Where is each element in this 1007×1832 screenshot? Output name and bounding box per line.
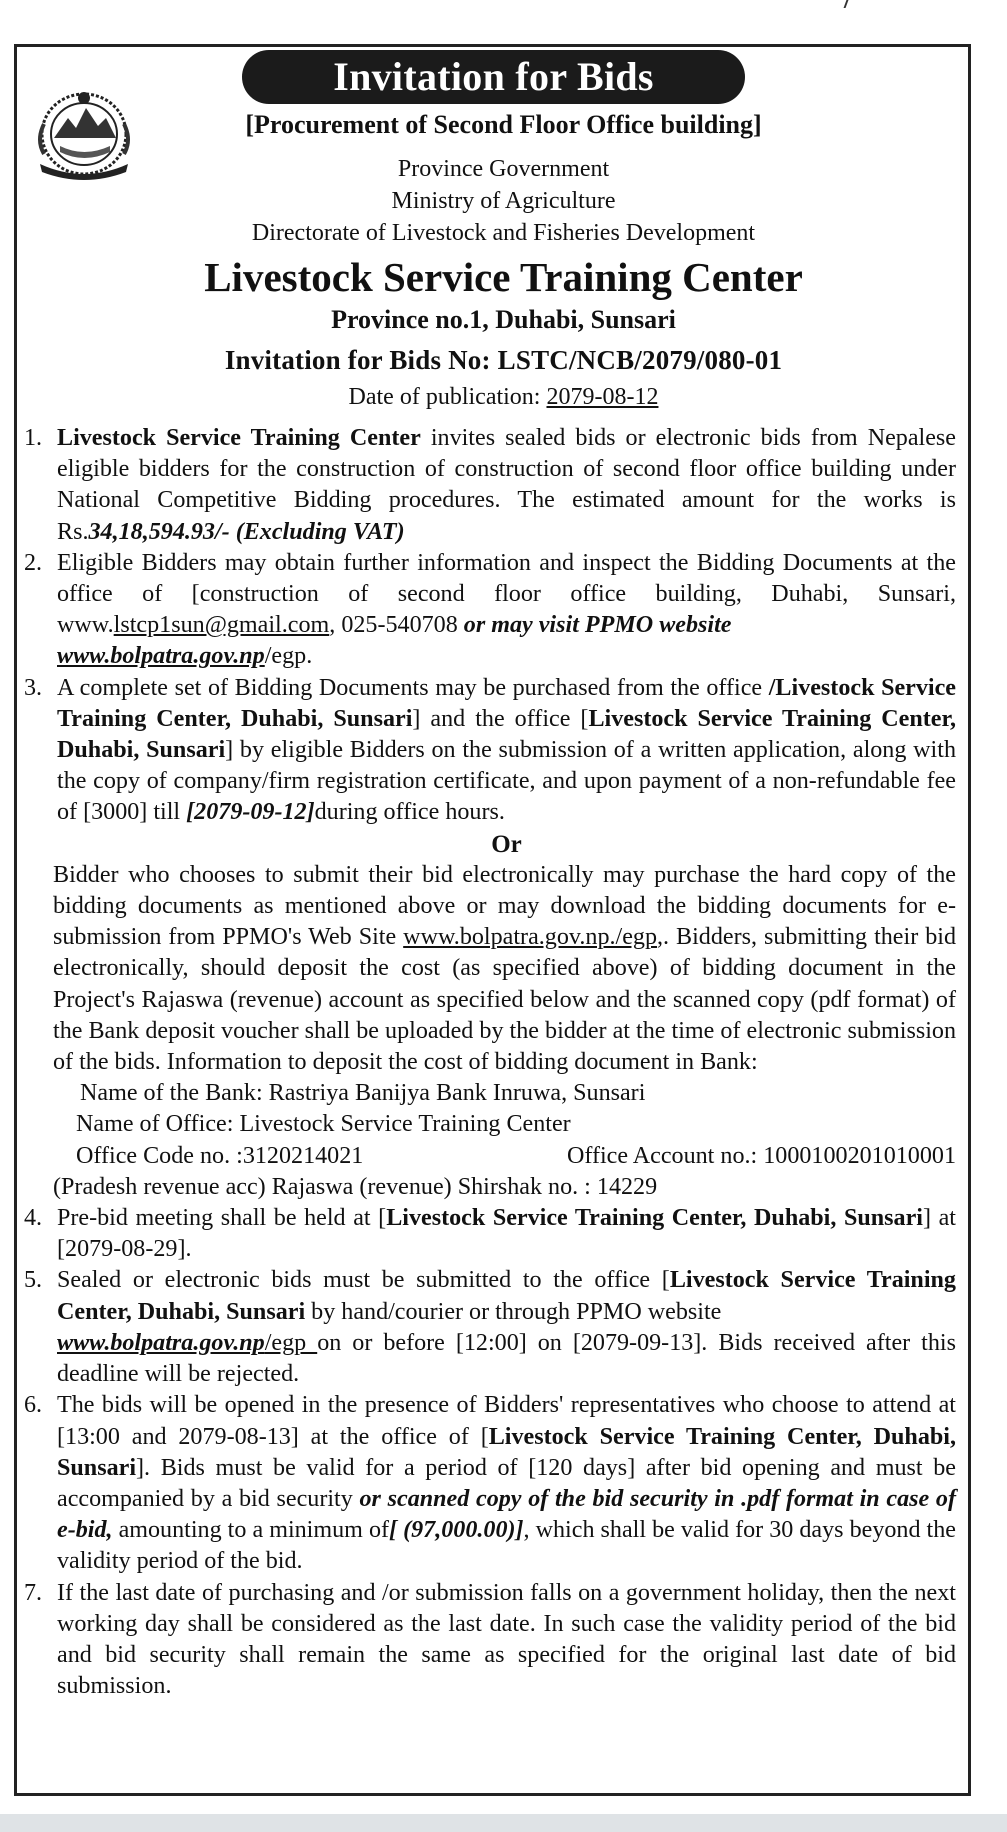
item-bold-text: Livestock Service Training Center, Duhabi, Sunsari [57, 705, 956, 764]
ifb-number: Invitation for Bids No: LSTC/NCB/2079/080-01 [224, 345, 783, 375]
item-text: Eligible Bidders may obtain further information and inspect the Bidding Documents at the office of [construction of second floor office building, Duhabi, Sunsari, www. [57, 549, 956, 639]
item-text: /egp. [264, 643, 313, 670]
office-account: Office Account no.: 1000100201010001 [566, 1142, 956, 1169]
item-number: 2. [24, 549, 43, 576]
item-emphasis: or may visit PPMO website [463, 612, 732, 639]
item-bold-text: Livestock Service Training Center [57, 425, 421, 451]
province-government: Province Government [397, 156, 610, 182]
item-number: 1. [24, 425, 43, 451]
item-bold-text: /Livestock Service Training Center, Duhabi, Sunsari [57, 674, 956, 732]
item-text: amounting to a minimum of [112, 1517, 390, 1544]
item-text: on or before [12:00] on [2079-09-13]. Bids received after this deadline will be rejected. [57, 1329, 956, 1388]
item-emphasis: or scanned copy of the bid security in .pdf format in case of e-bid, [57, 1485, 956, 1544]
account-details [24, 1141, 956, 1172]
item-text: during office hours. [314, 799, 505, 826]
item-text: The bids will be opened in the presence of Bidders' representatives who choose to attend at [13:00 and 2079-08-13] at the office of [ [57, 1392, 956, 1450]
item-text: ]. Bids must be valid for a period of [120 days] after bid opening and must be accompanied by a bid security [57, 1454, 956, 1512]
list-item-1 [24, 423, 956, 548]
item-number: 4. [24, 1205, 43, 1232]
item-text: Bidder who chooses to submit their bid electronically may purchase the hard copy of the bidding documents as mentioned above or may download the bidding documents for e-submission from PPMO's Web Site [53, 861, 956, 951]
list-item-7 [24, 1578, 956, 1703]
item-text: A complete set of Bidding Documents may be purchased from the office [57, 674, 769, 701]
email-link[interactable]: lstcp1sun@gmail.com [113, 612, 330, 639]
list-item-5 [24, 1265, 956, 1390]
item-bold-text: Livestock Service Training Center, Duhabi, Sunsari [57, 1267, 956, 1325]
directorate-name: Directorate of Livestock and Fisheries Development [251, 220, 756, 246]
item-text: Pre-bid meeting shall be held at [ [57, 1205, 387, 1232]
notice-title: Invitation for Bids [242, 50, 745, 104]
list-item-2 [24, 548, 956, 673]
or-separator: Or [491, 830, 522, 858]
electronic-submission-paragraph [24, 860, 956, 1078]
office-name-heading: Livestock Service Training Center [204, 254, 803, 300]
revenue-details: (Pradesh revenue acc) Rajaswa (revenue) Shirshak no. : 14229 [53, 1173, 658, 1200]
notice-body [24, 423, 956, 1702]
item-text: Sealed or electronic bids must be submitted to the office [ [57, 1267, 670, 1294]
publication-date [0, 384, 1007, 411]
item-text: ] at [2079-08-29]. [57, 1205, 956, 1263]
item-number: 3. [24, 674, 43, 701]
item-text: ] by eligible Bidders on the submission of a written application, along with the copy of company/firm registration certificate, and upon payment of a non-refundable fee of [3000] till [57, 737, 956, 826]
item-bold-text: Livestock Service Training Center, Duhabi, Sunsari [57, 1423, 956, 1481]
purchase-deadline: [2079-09-12] [186, 799, 315, 826]
ppmo-website-link[interactable]: www.bolpatra.gov.np [57, 1329, 265, 1356]
item-number: 7. [24, 1579, 43, 1606]
list-item-6 [24, 1390, 956, 1577]
ppmo-website-link[interactable]: www.bolpatra.gov.np [57, 643, 265, 670]
province-location: Province no.1, Duhabi, Sunsari [331, 305, 676, 334]
corner-mark [830, 0, 849, 8]
list-item-3 [24, 673, 956, 829]
publication-date-value: 2079-08-12 [546, 384, 659, 410]
item-text: ,. Bidders, submitting their bid electronically, should deposit the cost (as specified above) of bidding document in the Project's Rajaswa (revenue) account as specified below and the scanned copy (pdf format) of the Bank deposit voucher shall be uploaded by the bidder at the time of electronic submission of the bids. Information to deposit the cost of bidding document in Bank: [53, 924, 956, 1076]
office-name: Name of Office: Livestock Service Training Center [76, 1111, 571, 1138]
publication-date-label: Date of publication: [348, 384, 547, 410]
item-text: If the last date of purchasing and /or submission falls on a government holiday, then the next working day shall be considered as the last date. In such case the validity period of the bid and bid security shall remain the same as specified for the original last date of bid submission. [57, 1579, 956, 1700]
item-text: ] and the office [ [412, 705, 589, 732]
list-item-4 [24, 1203, 956, 1265]
egp-link[interactable]: /egp [264, 1329, 318, 1356]
estimated-amount: 34,18,594.93/- (Excluding VAT) [88, 518, 405, 545]
procurement-subtitle: [Procurement of Second Floor Office building] [245, 110, 762, 139]
ministry-name: Ministry of Agriculture [391, 188, 616, 214]
bank-name: Name of the Bank: Rastriya Banijya Bank Inruwa, Sunsari [80, 1080, 646, 1107]
item-bold-text: Livestock Service Training Center, Duhabi, Sunsari [386, 1205, 923, 1232]
item-number: 6. [24, 1392, 43, 1419]
item-number: 5. [24, 1267, 43, 1294]
bolpatra-link[interactable]: www.bolpatra.gov.np./egp [403, 924, 657, 951]
bid-security-amount: [ (97,000.00)] [389, 1517, 524, 1544]
item-text: by hand/courier or through PPMO website [305, 1298, 722, 1325]
page-bottom-band [0, 1814, 1007, 1832]
item-text: , 025-540708 [329, 612, 464, 639]
item-text: invites sealed bids or electronic bids from Nepalese eligible bidders for the construction of construction of second floor office building under National Competitive Bidding procedures. The estimated amount for the works is Rs. [57, 425, 956, 545]
office-code: Office Code no. :3120214021 [76, 1142, 364, 1169]
item-text: , which shall be valid for 30 days beyond the validity period of the bid. [57, 1517, 956, 1575]
